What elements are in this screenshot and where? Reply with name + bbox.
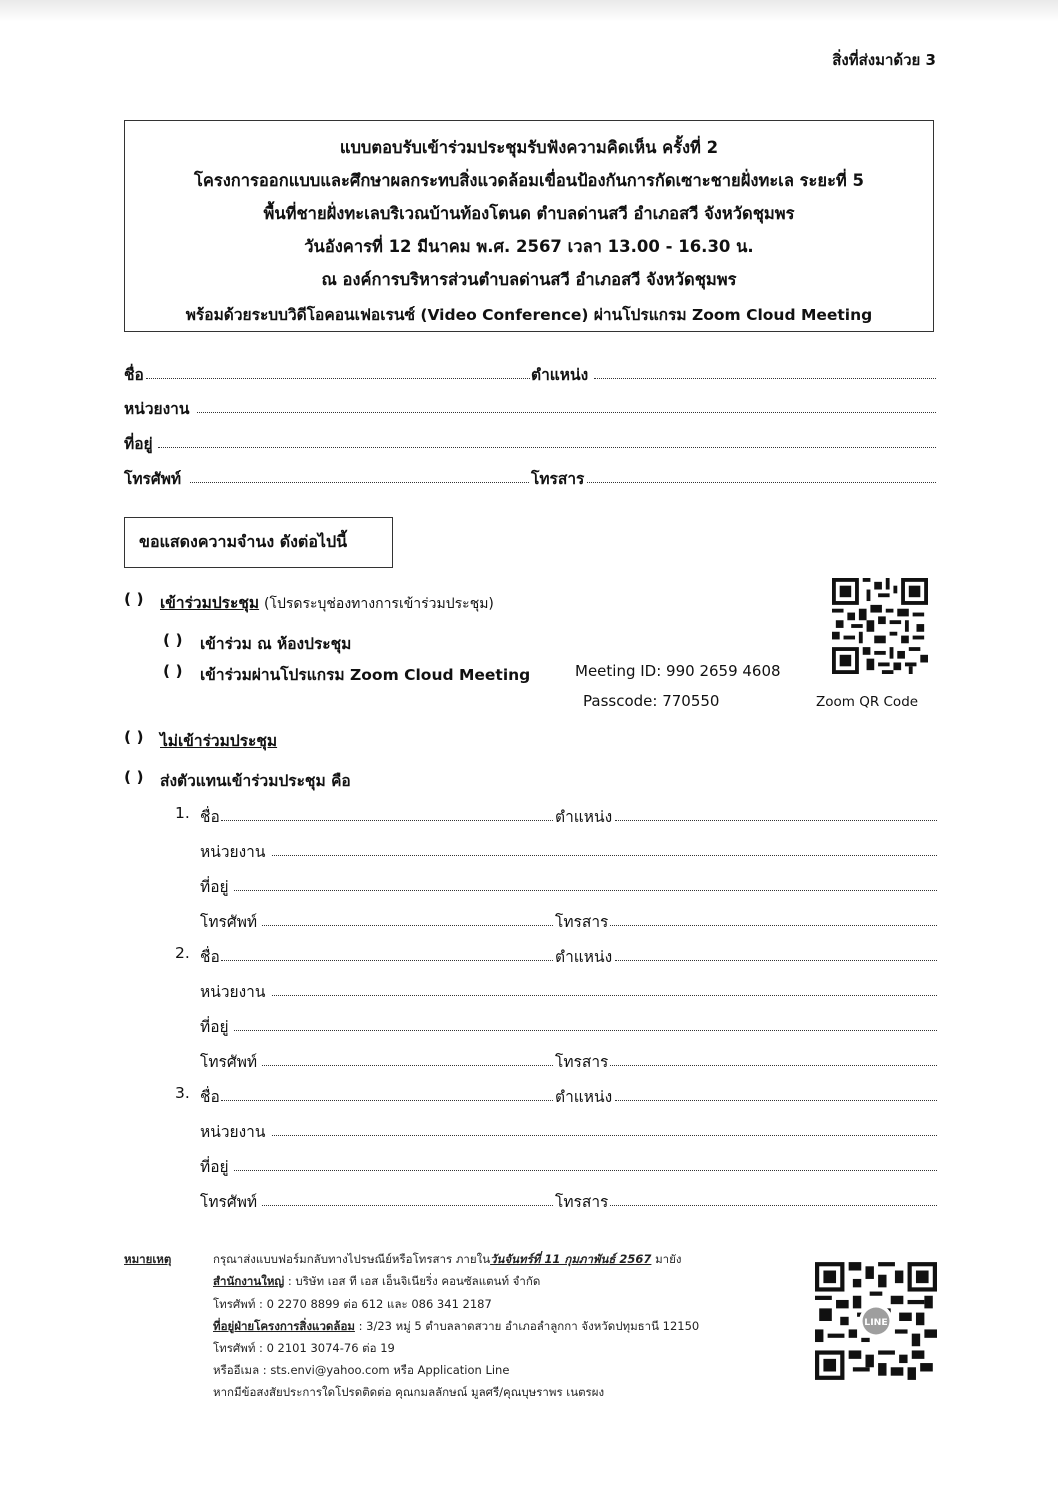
phone-input-line[interactable] [190, 482, 529, 483]
rep-phone-input-line[interactable] [262, 925, 553, 926]
note-env-text: : 3/23 หมู่ 5 ตำบลลาดสวาย อำเภอลำลูกกา จังหวัดปทุมธานี 12150 [354, 1319, 700, 1333]
rep-fax-input-line[interactable] [610, 1205, 937, 1206]
fax-label: โทรสาร [531, 470, 585, 488]
rep-number: 2. [175, 944, 190, 962]
rep-name-input-line[interactable] [221, 1100, 553, 1101]
attend-label: เข้าร่วมประชุม [160, 594, 260, 612]
rep-name-label: ชื่อ [200, 1088, 220, 1106]
not-attend-label: ไม่เข้าร่วมประชุม [160, 732, 278, 750]
note-label: หมายเหตุ [124, 1252, 172, 1266]
zoom-qr-caption: Zoom QR Code [816, 694, 919, 710]
line-qr-code [815, 1262, 937, 1380]
rep-phone-label: โทรศัพท์ [200, 1193, 258, 1211]
rep-position-input-line[interactable] [615, 820, 937, 821]
rep-address-label: ที่อยู่ [200, 878, 229, 896]
address-label: ที่อยู่ [124, 435, 153, 453]
title-line-5: ณ องค์การบริหารส่วนตำบลด่านสวี อำเภอสวี จังหวัดชุมพร [321, 270, 737, 289]
note-instruction: กรุณาส่งแบบฟอร์มกลับทางไปรษณีย์หรือโทรสาร ภายใน [213, 1252, 491, 1266]
note-env [213, 1318, 699, 1336]
name-label: ชื่อ [124, 366, 144, 384]
note-env-label: ที่อยู่ฝ่ายโครงการสิ่งแวดล้อม [213, 1319, 355, 1333]
rep-position-input-line[interactable] [615, 960, 937, 961]
rep-name-input-line[interactable] [221, 960, 553, 961]
address-input-line[interactable] [158, 447, 936, 448]
rep-agency-label: หน่วยงาน [200, 1123, 266, 1141]
rep-number: 1. [175, 804, 190, 822]
rep-phone-input-line[interactable] [262, 1205, 553, 1206]
line-badge-label: LINE [864, 1316, 888, 1328]
phone-label: โทรศัพท์ [124, 470, 182, 488]
page-top-shadow [0, 0, 1058, 22]
rep-agency-input-line[interactable] [272, 1135, 937, 1136]
note-email: หรืออีเมล : sts.envi@yahoo.com หรือ Application Line [213, 1363, 510, 1377]
rep-fax-label: โทรสาร [555, 913, 609, 931]
rep-address-input-line[interactable] [234, 1170, 937, 1171]
attend-checkbox[interactable]: ( ) [124, 590, 144, 608]
title-line-3: พื้นที่ชายฝั่งทะเลบริเวณบ้านท้องโตนด ตำบลด่านสวี อำเภอสวี จังหวัดชุมพร [263, 204, 795, 223]
note-hq [213, 1273, 540, 1291]
fax-input-line[interactable] [587, 482, 936, 483]
note-hq-text: : บริษัท เอส ที เอส เอ็นจิเนียริ่ง คอนซัลแตนท์ จำกัด [284, 1274, 541, 1288]
zoom-checkbox[interactable]: ( ) [163, 662, 183, 680]
note-line-1 [213, 1251, 681, 1269]
rep-fax-label: โทรสาร [555, 1193, 609, 1211]
agency-label: หน่วยงาน [124, 400, 190, 418]
rep-name-label: ชื่อ [200, 808, 220, 826]
attachment-label: สิ่งที่ส่งมาด้วย 3 [832, 51, 936, 69]
rep-fax-input-line[interactable] [610, 1065, 937, 1066]
representative-checkbox[interactable]: ( ) [124, 768, 144, 786]
title-line-1: แบบตอบรับเข้าร่วมประชุมรับฟังความคิดเห็น ครั้งที่ 2 [339, 138, 719, 157]
rep-address-input-line[interactable] [234, 1030, 937, 1031]
title-line-2: โครงการออกแบบและศึกษาผลกระทบสิ่งแวดล้อมเขื่อนป้องกันการกัดเซาะชายฝั่งทะเล ระยะที่ 5 [193, 171, 865, 190]
rep-agency-input-line[interactable] [272, 995, 937, 996]
rep-name-input-line[interactable] [221, 820, 553, 821]
rep-phone-label: โทรศัพท์ [200, 913, 258, 931]
rep-position-label: ตำแหน่ง [555, 948, 613, 966]
onsite-checkbox[interactable]: ( ) [163, 631, 183, 649]
note-deadline: วันจันทร์ที่ 11 กุมภาพันธ์ 2567 [490, 1252, 652, 1266]
rep-position-label: ตำแหน่ง [555, 1088, 613, 1106]
rep-fax-label: โทรสาร [555, 1053, 609, 1071]
rep-address-label: ที่อยู่ [200, 1018, 229, 1036]
attend-note: (โปรดระบุช่องทางการเข้าร่วมประชุม) [264, 596, 494, 612]
title-line-4: วันอังคารที่ 12 มีนาคม พ.ศ. 2567 เวลา 13.00 - 16.30 น. [304, 237, 754, 256]
rep-address-input-line[interactable] [234, 890, 937, 891]
onsite-label: เข้าร่วม ณ ห้องประชุม [200, 635, 352, 653]
rep-position-input-line[interactable] [615, 1100, 937, 1101]
note-hq-label: สำนักงานใหญ่ [213, 1274, 285, 1288]
note-instruction-suffix: มายัง [651, 1252, 682, 1266]
note-hq-phone: โทรศัพท์ : 0 2270 8899 ต่อ 612 และ 086 341 2187 [213, 1297, 492, 1311]
rep-agency-label: หน่วยงาน [200, 983, 266, 1001]
zoom-qr-code [832, 578, 928, 674]
representative-label: ส่งตัวแทนเข้าร่วมประชุม คือ [160, 772, 351, 790]
rep-agency-input-line[interactable] [272, 855, 937, 856]
rep-phone-input-line[interactable] [262, 1065, 553, 1066]
zoom-label: เข้าร่วมผ่านโปรแกรม Zoom Cloud Meeting [200, 666, 531, 684]
rep-fax-input-line[interactable] [610, 925, 937, 926]
rep-position-label: ตำแหน่ง [555, 808, 613, 826]
rep-phone-label: โทรศัพท์ [200, 1053, 258, 1071]
agency-input-line[interactable] [197, 412, 936, 413]
note-contact: หากมีข้อสงสัยประการใดโปรดติดต่อ คุณกมลลักษณ์ มูลศรี/คุณบุษราพร เนตรผง [213, 1385, 605, 1399]
rep-name-label: ชื่อ [200, 948, 220, 966]
rep-number: 3. [175, 1084, 190, 1102]
not-attend-checkbox[interactable]: ( ) [124, 728, 144, 746]
position-label: ตำแหน่ง [531, 366, 589, 384]
rep-address-label: ที่อยู่ [200, 1158, 229, 1176]
position-input-line[interactable] [594, 378, 936, 379]
passcode: Passcode: 770550 [583, 692, 720, 710]
rep-agency-label: หน่วยงาน [200, 843, 266, 861]
meeting-id: Meeting ID: 990 2659 4608 [575, 662, 781, 680]
name-input-line[interactable] [146, 378, 530, 379]
declaration-heading: ขอแสดงความจำนง ดังต่อไปนี้ [124, 517, 393, 568]
title-line-6: พร้อมด้วยระบบวิดีโอคอนเฟอเรนซ์ (Video Conference) ผ่านโปรแกรม Zoom Cloud Meeting [185, 306, 873, 324]
note-env-phone: โทรศัพท์ : 0 2101 3074-76 ต่อ 19 [213, 1341, 395, 1355]
title-box [124, 120, 934, 332]
